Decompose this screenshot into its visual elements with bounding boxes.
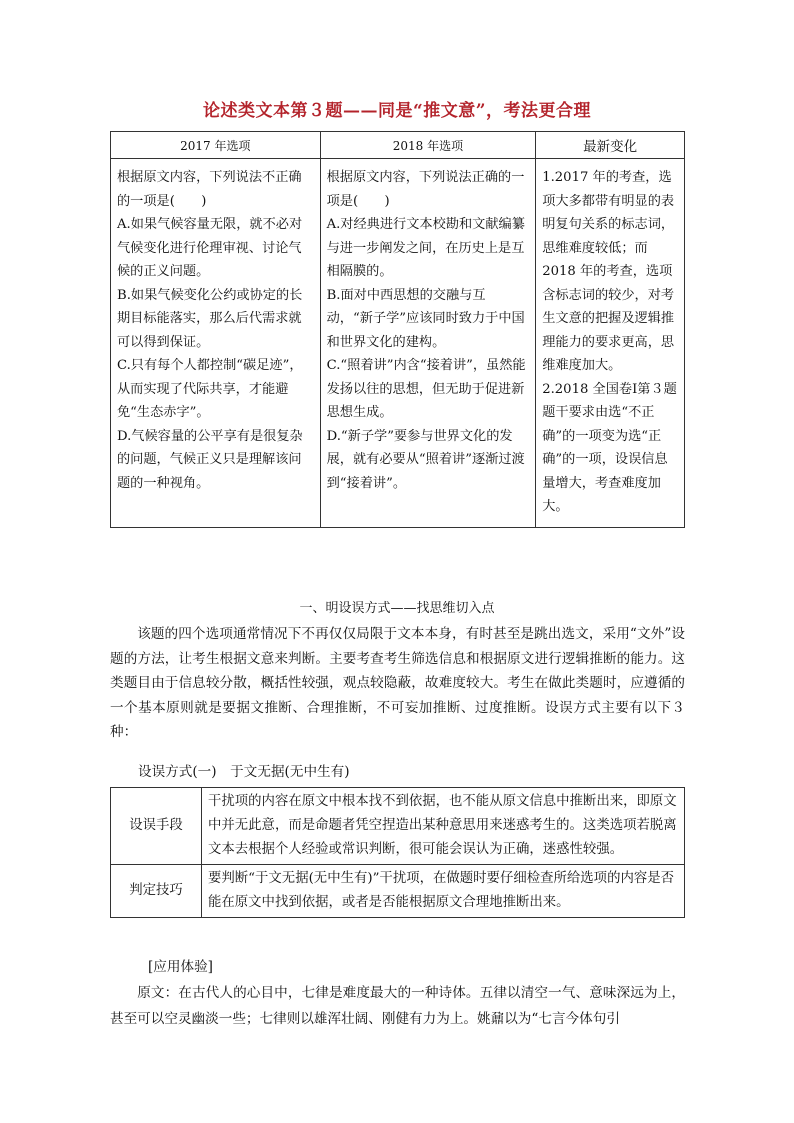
changes-cell (536, 159, 685, 528)
comparison-table-header-row (111, 132, 685, 159)
header-latest-changes: 最新变化 (536, 132, 685, 159)
section-heading: 一、明设误方式——找思维切入点 (299, 601, 495, 616)
option-2018-a: A.对经典进行文本校勘和文献编纂与进一步阐发之间，在历史上是互相隔膜的。 (326, 217, 525, 279)
method-row (111, 788, 685, 865)
error-method-subheading: 设误方式(一) 于文无据(无中生有) (138, 764, 350, 780)
method-row-content: 干扰项的内容在原文中根本找不到依据，也不能从原文信息中推断出来，即原文中并无此意，而是命题者凭空捏造出某种意思用来迷惑考生的。这类选项若脱离文本去根据个人经验或常识判断，很可能会误认为正确，迷惑性较强。 (202, 788, 685, 865)
intro-paragraph: 该题的四个选项通常情况下不再仅仅局限于文本本身，有时甚至是跳出选文，采用“文外”设题的方法，让考生根据文意来判断。主要考查考生筛选信息和根据原文进行逻辑推断的能力。这类题目由于信息较分散，概括性较强，观点较隐蔽，故难度较大。考生在做此类题时，应遵循的一个基本原则就是要据文推断、合理推断，不可妄加推断、过度推断。设误方式主要有以下３种： (110, 626, 685, 740)
method-row-content: 要判断“于文无据(无中生有)”干扰项，在做题时要仔细检查所给选项的内容是否能在原文中找到依据，或者是否能根据原文合理地推断出来。 (202, 865, 685, 918)
option-2017-d: D.气候容量的公平享有是很复杂的问题，气候正义只是理解该问题的一种视角。 (117, 428, 303, 491)
page-title: 论述类文本第３题——同是“推文意”，考法更合理 (202, 101, 592, 121)
method-row-label: 设误手段 (111, 788, 202, 865)
option-2017-b: B.如果气候变化公约或协定的长期目标能落实，那么后代需求就可以得到保证。 (117, 287, 303, 350)
application-label: [应用体验] (148, 959, 213, 975)
col-2018-cell (320, 159, 536, 528)
option-2018-b: B.面对中西思想的交融与互动，“新子学”应该同时致力于中国和世界文化的建构。 (326, 287, 525, 350)
col-2017-cell (111, 159, 321, 528)
change-item-1: 1.2017 年的考查，选项大多都带有明显的表明复句关系的标志词，思维难度较低；而 2018 年的考查，选项含标志词的较少，对考生文意的把握及逻辑推理能力的要求更高，思维难度加大。 (542, 170, 675, 373)
question-stem-2018: 根据原文内容，下列说法正确的一项是( ) (326, 170, 525, 209)
option-2017-a: A.如果气候容量无限，就不必对气候变化进行伦理审视、讨论气候的正义问题。 (117, 217, 303, 279)
comparison-table-body-row (111, 159, 685, 528)
option-2018-c: C.“照着讲”内含“接着讲”，虽然能发扬以往的思想，但无助于促进新思想生成。 (326, 358, 526, 420)
change-item-2: 2.2018 全国卷Ⅰ第３题题干要求由选“不正确”的一项变为选“正确”的一项，设误信息量增大，考查难度加大。 (542, 381, 677, 514)
header-2018: 2018 年选项 (320, 132, 536, 159)
method-row (111, 865, 685, 918)
method-table (110, 787, 685, 918)
option-2018-d: D.“新子学”要参与世界文化的发展，就有必要从“照着讲”逐渐过渡到“接着讲”。 (326, 428, 525, 491)
method-row-label: 判定技巧 (111, 865, 202, 918)
option-2017-c: C.只有每个人都控制“碳足迹”，从而实现了代际共享，才能避免“生态赤字”。 (117, 358, 303, 420)
header-2017: 2017 年选项 (111, 132, 321, 159)
comparison-table (110, 131, 685, 528)
original-text-paragraph: 原文：在古代人的心目中，七律是难度最大的一种诗体。五律以清空一气、意味深远为上，甚至可以空灵幽淡一些；七律则以雄浑壮阔、刚健有力为上。姚鼐以为“七言今体句引 (110, 985, 685, 1027)
question-stem-2017: 根据原文内容，下列说法不正确的一项是( ) (117, 170, 302, 209)
